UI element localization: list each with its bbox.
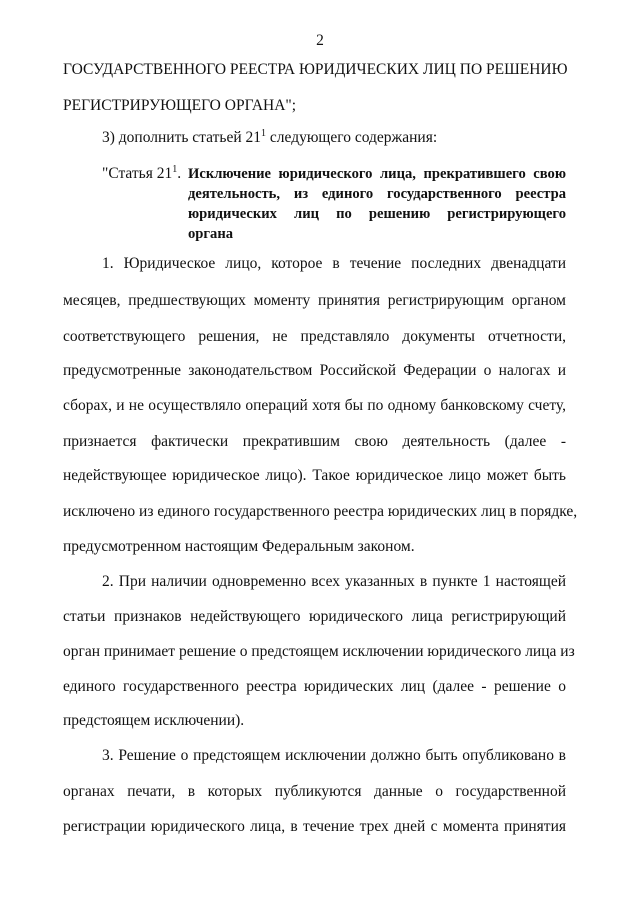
paragraph-line: 3. Решение о предстоящем исключении должно быть опубликовано в: [102, 747, 566, 764]
article-title-line: Исключение юридического лица, прекратившего свою: [188, 166, 566, 182]
paragraph-line: 1. Юридическое лицо, которое в течение последних двенадцати: [102, 255, 566, 272]
amendment-line: 3) дополнить статьей $21^1$ следующего содержания:: [102, 128, 438, 146]
paragraph-line: орган принимает решение о предстоящем исключении юридического лица из: [63, 643, 575, 660]
article-title-line: органа: [188, 226, 234, 242]
paragraph-line: месяцев, предшествующих моменту принятия регистрирующим органом: [63, 292, 566, 309]
document-line: ГОСУДАРСТВЕННОГО РЕЕСТРА ЮРИДИЧЕСКИХ ЛИЦ ПО РЕШЕНИЮ: [63, 61, 568, 78]
paragraph-line: регистрации юридического лица, в течение трех дней с момента принятия: [63, 818, 566, 835]
paragraph-line: сборах, и не осуществляло операций хотя бы по одному банковскому счету,: [63, 397, 566, 414]
paragraph-line: предусмотренном настоящим Федеральным законом.: [63, 538, 415, 555]
paragraph-line: признается фактически прекратившим свою деятельность (далее -: [63, 433, 566, 450]
paragraph-line: единого государственного реестра юридических лиц (далее - решение о: [63, 678, 566, 695]
paragraph-line: статьи признаков недействующего юридического лица регистрирующий: [63, 608, 566, 625]
paragraph-line: 2. При наличии одновременно всех указанных в пункте 1 настоящей: [102, 573, 566, 590]
paragraph-line: органах печати, в которых публикуются данные о государственной: [63, 783, 566, 800]
paragraph-line: исключено из единого государственного реестра юридических лиц в порядке,: [63, 503, 578, 520]
page-number: 2: [316, 32, 324, 49]
paragraph-line: предусмотренные законодательством Российской Федерации о налогах и: [63, 362, 566, 379]
article-title-line: юридических лиц по решению регистрирующего: [188, 206, 566, 222]
article-label: "Статья $21^1$.: [102, 164, 182, 182]
paragraph-line: соответствующего решения, не представляло документы отчетности,: [63, 328, 566, 345]
document-line: РЕГИСТРИРУЮЩЕГО ОРГАНА";: [63, 97, 297, 114]
paragraph-line: предстоящем исключении).: [63, 712, 245, 729]
paragraph-line: недействующее юридическое лицо). Такое юридическое лицо может быть: [63, 467, 566, 484]
article-title-line: деятельность, из единого государственного реестра: [188, 186, 566, 202]
